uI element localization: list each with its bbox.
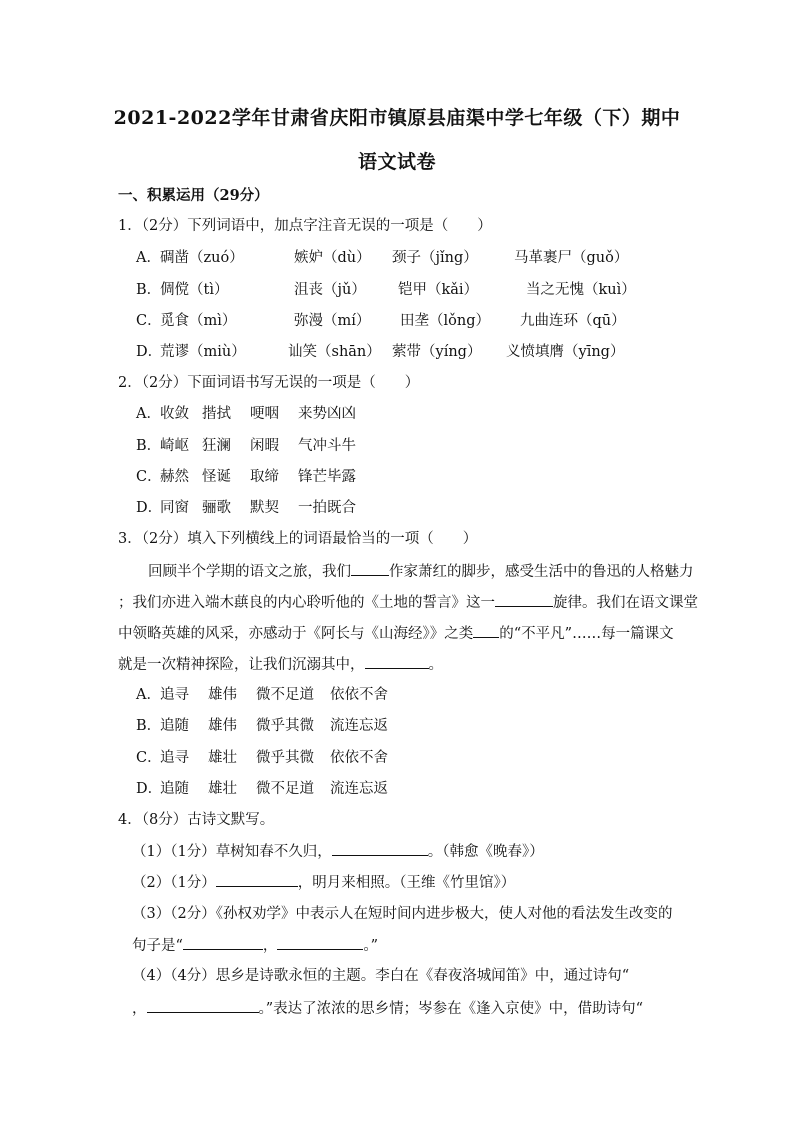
question-1-option-a: A．碉凿（zuó） 嫉妒（dù） 颈子（jǐng） 马革裹尸（guǒ） [136, 250, 629, 266]
section-heading: 一、积累运用（29分） [118, 187, 269, 204]
blank-4 [365, 654, 429, 669]
question-2-option-a: A．收敛 揩拭 哽咽 来势凶凶 [136, 406, 356, 422]
question-4-sub-3-line-2: 句子是“ ， 。” [132, 935, 378, 956]
question-1-option-b: B．倜傥（tì） 沮丧（jǔ） 铠甲（kǎi） 当之无愧（kuì） [136, 282, 636, 298]
blank-4-3b [277, 935, 363, 950]
blank-4-2 [216, 872, 298, 887]
question-3-stem: 3．（2分）填入下列横线上的词语最恰当的一项（ ） [118, 531, 478, 547]
question-3-passage-line-3: 中领略英雄的风采，亦感动于《阿长与《山海经》》之类 的“不平凡”……每一篇课文 [118, 623, 674, 644]
question-4-stem: 4．（8分）古诗文默写。 [118, 812, 275, 828]
question-2-option-d: D．同窗 骊歌 默契 一拍既合 [136, 500, 356, 516]
question-2-option-b: B．崎岖 狂澜 闲暇 气冲斗牛 [136, 438, 356, 454]
question-3-option-b: B．追随 雄伟 微乎其微 流连忘返 [136, 718, 388, 734]
blank-3 [473, 623, 499, 638]
blank-4-3a [183, 935, 263, 950]
question-4-sub-1: （1）（1分）草树知春不久归， 。（韩愈《晚春》） [132, 841, 544, 862]
question-3-passage-line-4: 就是一次精神探险，让我们沉溺其中， 。 [118, 654, 443, 675]
question-4-sub-4-line-1: （4）（4分）思乡是诗歌永恒的主题。李白在《春夜洛城闻笛》中，通过诗句“ [132, 968, 630, 984]
exam-title-line-1: 2021-2022学年甘肃省庆阳市镇原县庙渠中学七年级（下）期中 [113, 107, 681, 129]
exam-title-line-2: 语文试卷 [357, 151, 436, 173]
question-4-sub-4-line-2: ， 。”表达了浓浓的思乡情；岑参在《逢入京使》中，借助诗句“ [132, 998, 643, 1019]
question-3-option-d: D．追随 雄壮 微不足道 流连忘返 [136, 781, 388, 797]
question-2-option-c: C．赫然 怪诞 取缔 锋芒毕露 [136, 469, 356, 485]
question-3-option-a: A．追寻 雄伟 微不足道 依依不舍 [136, 687, 388, 703]
question-1-stem: 1．（2分）下列词语中，加点字注音无误的一项是（ ） [118, 218, 492, 234]
question-3-passage-line-1: 回顾半个学期的语文之旅，我们 作家萧红的脚步，感受生活中的鲁迅的人格魅力 [148, 561, 694, 582]
question-3-passage-line-2: ；我们亦进入端木蕻良的内心聆听他的《土地的誓言》这一 旋律。我们在语文课堂 [118, 592, 698, 613]
blank-2 [495, 592, 553, 607]
blank-4-1 [332, 841, 428, 856]
question-3-option-c: C．追寻 雄壮 微乎其微 依依不舍 [136, 750, 388, 766]
question-2-stem: 2．（2分）下面词语书写无误的一项是（ ） [118, 375, 420, 391]
question-4-sub-3-line-1: （3）（2分）《孙权劝学》中表示人在短时间内进步极大，使人对他的看法发生改变的 [132, 906, 673, 922]
question-1-option-c: C．觅食（mì） 弥漫（mí） 田垄（lǒng） 九曲连环（qū） [136, 313, 626, 329]
question-4-sub-2: （2）（1分） ，明月来相照。（王维《竹里馆》） [132, 872, 515, 893]
blank-1 [351, 561, 389, 576]
blank-4-4 [147, 998, 259, 1013]
question-1-option-d: D．荒谬（miù） 讪笑（shān） 萦带（yíng） 义愤填膺（yīng） [136, 344, 625, 360]
